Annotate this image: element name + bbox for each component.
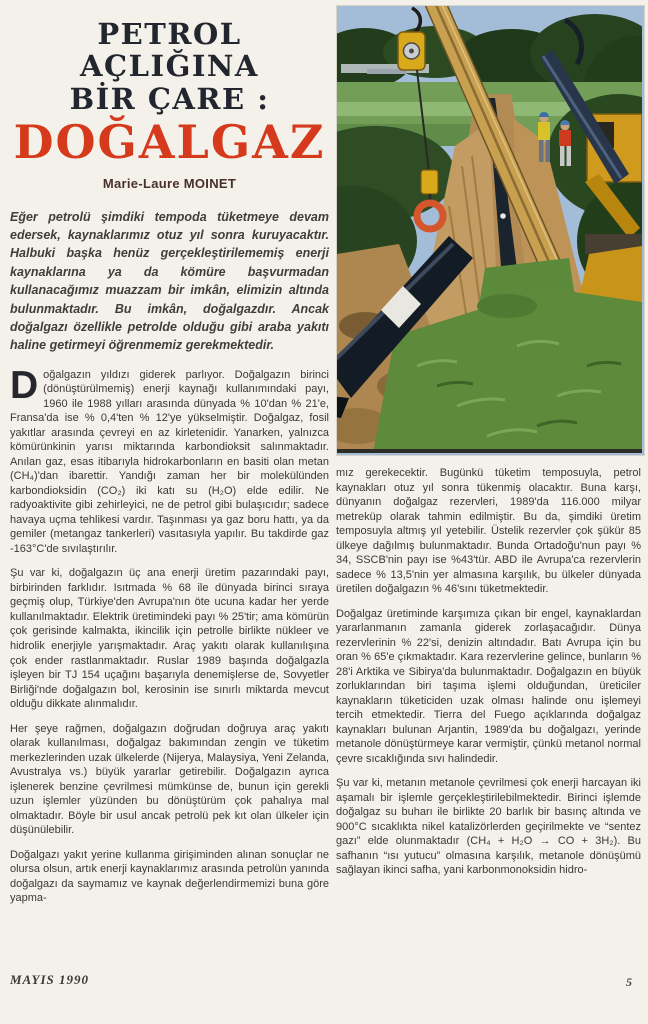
article-title [10,17,329,170]
body-paragraph: Doğalgaz üretiminde karşımıza çıkan bir engel, kaynaklardan yararlanmanın zamanla giderek zorlaşacağıdır. Dünya rezervlerinin % 22'si, denizin altındadır. Batı Avrupa için bu oran % 65'e çıkmaktadır. Kara rezervlerine gelince, bunların % 28'i Arktika ve Sibirya'da bulunmaktadır. Doğalgazın en büyük zorluklarından biri taşıma işlemi olduğundan, üreticiler kaynakların tüketiciden uzak olması halinde onu işlemeyi tercih etmektedir. Tierra del Fuego açıklarında doğalgaz kaynakları bulunan Arjantin, 1989'da bu doğalgazı, yerinde metanole dönüştürmeye karar vermiştir, çünkü metanol normal çevre sıcaklığında sıvı halindedir. [336,607,641,765]
body-paragraph [10,363,329,557]
title-line-2: BİR ÇARE : [69,81,270,116]
pipeline-construction-photo [336,5,645,456]
body-paragraph: mız gerekecektir. Bugünkü tüketim temposuyla, petrol kaynakları otuz yıl sonra tükenmiş olacaktır. Buna karşı, dünyanın doğalgaz rezervleri, 1989'da 116.000 milyar metreküp olarak tahmin edilmiştir. Bu da, şimdiki üretim temposuyla altmış yıl yetebilir. Üstelik rezervler çok şükür 85 ülkeye dağılmış bulunmaktadır. Bunda Ortadoğu'nun payı % 34, SSCB'nin payı ise %43'tür. ABD ile Avrupa'ca rezervlerin sadece % 13,5'nin yer almasına karşılık, bu ülkeler dünyada üretilen doğalgazın % 46'sını tüketmektedir. [336,467,641,596]
footer-date: MAYIS 1990 [10,972,89,987]
title-line-1: PETROL AÇLIĞINA [80,17,259,84]
intro-paragraph: Eğer petrolü şimdiki tempoda tüketmeye devam edersek, kaynaklarımız otuz yıl sonra kuruyacaktır. Halbuki başka henüz gerçekleştirilememiş enerji kaynaklarına ya da kömüre başvurmadan kullanacağımız muazzam bir imkân, elimizin altında bulunmaktadır. Bu imkân, doğalgazdır. Ancak doğalgazı özellikle petrolde olduğu gibi araba yakıtı haline getirmeyi öğrenmemiz gerekmektedir. [10,209,329,353]
drop-cap: D [10,363,39,407]
body-paragraph: Şu var ki, doğalgazın üç ana enerji üretim pazarındaki payı, birbirinden farklıdır. Isıtmada % 68 ile dünyada birinci sıraya geçmiş olup, Türkiye'den Avrupa'nın öte ucuna kadar her yerde kullanılmaktadır. Elektrik üretimindeki payı % 25'tir; ama kömürün çok gerisinde kalmakta, ikincilik için petrolle birlikte nükleer ve hidrolik enerjiyle yarışmaktadır. Araç yakıtı olarak kullanılışına çok ender rastlanmaktadır. Ruslar 1989 başında doğalgazla işleyen bir TJ 154 uçağını başarıyla denemişlerse de, Sovyetler Birliği'nde doğalgazın bol, kerosinin ise sınırlı miktarda mevcut olduğu dikkate alınmalıdır. [10,567,329,711]
body-paragraph: Her şeye rağmen, doğalgazın doğrudan doğruya araç yakıtı olarak kullanılması, doğalgaz bakımından zengin ve tüketim merkezlerinden uzak ülkelerde (Nijerya, Malaysiya, Yeni Zelanda, Avustralya vs.) büyük yararlar getirebilir. Doğalgazın ayrıca işlenerek benzine çevrilmesi mümkünse de, bunun için gerekli uzun işlemler yüzünden bu dönüştürüm çok pahalıya mal olmaktadır. Böyle bir usul ancak petrolü pek kıt olan ülkeler için düşünülebilir. [10,722,329,837]
byline: Marie-Laure MOINET [102,175,237,191]
body-paragraph: Doğalgazı yakıt yerine kullanma girişiminden alınan sonuçlar ne olursa olsun, artık enerji kaynaklarımız arasında petrolün yanında doğalgazı da saymamız ve kaynak değerlendirmemizi buna göre yapma- [10,848,329,905]
title-highlight: DOĞALGAZ [13,115,326,170]
right-column [336,466,641,888]
left-column [10,12,329,916]
paragraph-text: oğalgazın yıldızı giderek parlıyor. Doğalgazın birinci (dönüştürülmemiş) enerji kaynağı kullanımındaki payı, 1960 ile 1988 yılları arasında dünyada % 10'dan % 21'e, Fransa'da ise % 0,4'ten % 12'ye yükselmiştir. Doğalgaz, fosil yakıtlar arasında çevreyi en az kirletenidir. Yanarken, yalnızca kömürünkinin yarısı miktarında karbondioksit salınmaktadır. Anılan gaz, esas itibarıyla hidrokarbonların en basiti olan metan (CH₄)'dan ibarettir. Yandığı zaman her bir molekülünden karbondioksidin (CO₂) iki katı su (H₂O) elde edilir. Ne radyoaktivite gibi zehirleyici, ne de petrol gibi bulaşıcıdır; sadece havaya uçma tehlikesi vardır. Taşınması ya gaz boru hattı, ya da gemiler (metangaz tankerleri) vasıtasıyla yapılır. Bu takdirde gaz -163°C'de sıvılaştırılır. [10,368,329,555]
page-number: 5 [626,975,632,989]
body-paragraph: Şu var ki, metanın metanole çevrilmesi çok enerji harcayan iki aşamalı bir işlemle gerçekleştirilebilmektedir. Birinci işlemde doğalgaz su buharı ile birlikte 20 barlık bir basınç altında ve 900°C sıcaklıkta nikel katalizörlerden geçirilmekte ve “sentez gazı” elde olunmaktadır (CH₄ + H₂O → CO + 3H₂). Bu safhanın “ısı yutucu” olmasına karşılık, metanole dönüşümü sağlayan ikinci safha, yani karbonmonoksidin hidro- [336,777,641,877]
pipeline-photo-illustration [337,6,642,453]
